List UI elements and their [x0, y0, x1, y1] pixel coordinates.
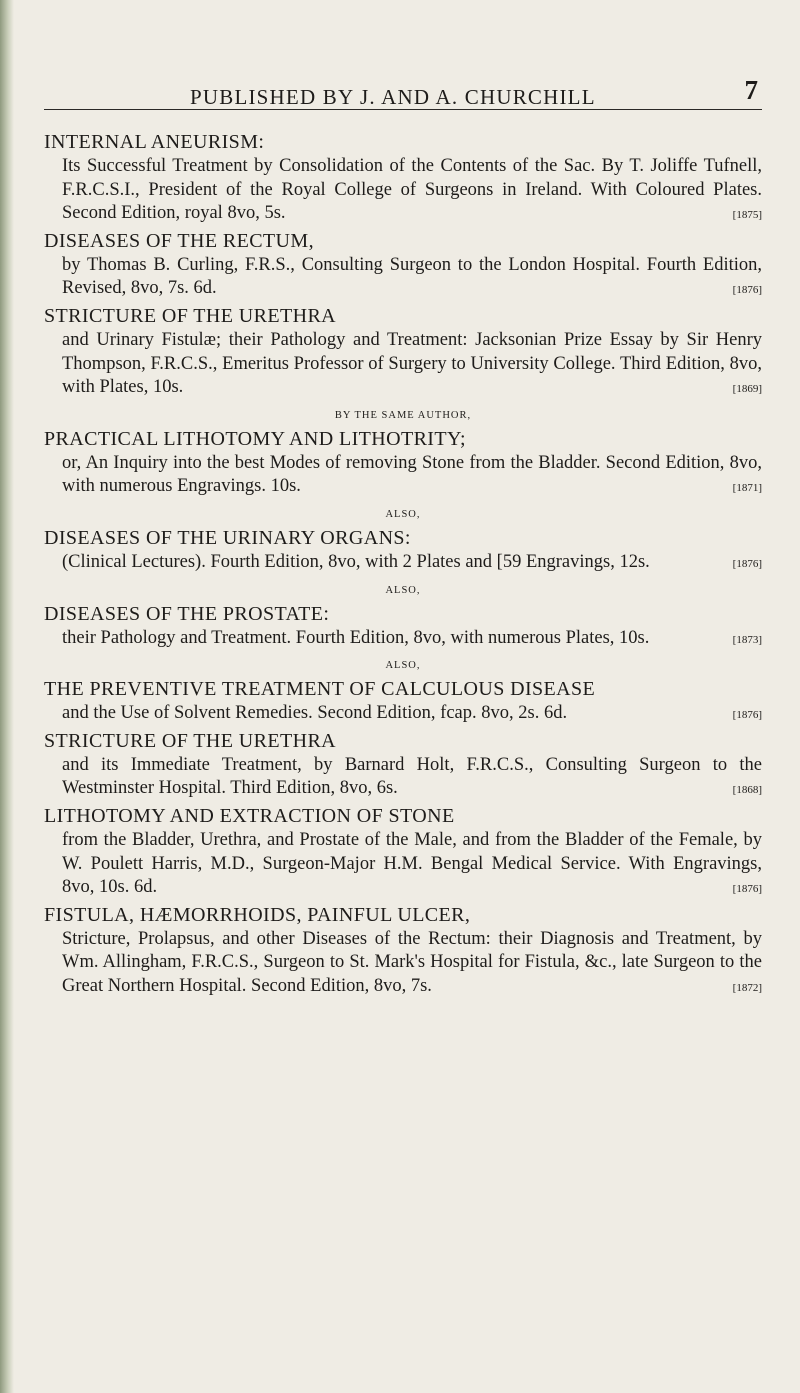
entry-description — [62, 551, 762, 575]
entry-year: [1876] — [732, 284, 762, 297]
entry-description — [62, 627, 762, 651]
entry-year: [1873] — [732, 633, 762, 646]
catalogue-entry — [44, 130, 762, 226]
catalogue-entry — [44, 804, 762, 900]
entry-title: PRACTICAL LITHOTOMY AND LITHOTRITY; — [44, 427, 466, 450]
entry-text: by Thomas B. Curling, F.R.S., Consulting Surgeon to the London Hospital. Fourth Edition, Revised, 8vo, 7s. 6d. — [62, 254, 762, 299]
catalogue-entry — [44, 660, 762, 726]
catalogue-entry — [44, 509, 762, 575]
catalogue-entry — [44, 304, 762, 400]
entry-title: STRICTURE OF THE URETHRA — [44, 304, 337, 327]
entry-text: from the Bladder, Urethra, and Prostate of the Male, and from the Bladder of the Female, by W. Poulett Harris, M.D., Surgeon-Major H.M. Bengal Medical Service. With Engravings, 8vo, 10s. 6d. — [62, 829, 762, 898]
entry-text: Stricture, Prolapsus, and other Diseases of the Rectum: their Diagnosis and Treatment, by Wm. Allingham, F.R.C.S., Surgeon to St. Mark's Hospital for Fistula, &c., late Surgeon to the Great Northern Hospital. Second Edition, 8vo, 7s. — [62, 928, 762, 996]
entry-year: [1875] — [732, 209, 762, 222]
entry-description — [62, 452, 762, 499]
entry-title: STRICTURE OF THE URETHRA — [44, 729, 337, 752]
entry-description — [62, 254, 762, 301]
entry-year: [1876] — [732, 709, 762, 722]
entry-title: THE PREVENTIVE TREATMENT OF CALCULOUS DISEASE — [44, 678, 596, 701]
running-head — [44, 75, 762, 110]
entry-description — [62, 754, 762, 801]
entry-text: or, An Inquiry into the best Modes of removing Stone from the Bladder. Second Edition, 8vo, with numerous Engravings. 10s. — [62, 452, 762, 497]
entry-year: [1876] — [732, 883, 762, 896]
entry-text: their Pathology and Treatment. Fourth Edition, 8vo, with numerous Plates, 10s. — [62, 627, 650, 648]
entry-note: ALSO, — [385, 508, 421, 520]
entry-description — [62, 928, 762, 999]
entry-description — [62, 829, 762, 900]
entry-note: BY THE SAME AUTHOR, — [334, 409, 472, 421]
entry-note: ALSO, — [385, 660, 421, 672]
running-title: PUBLISHED BY J. AND A. CHURCHILL — [190, 85, 596, 109]
entry-year: [1872] — [732, 981, 762, 994]
entry-title: INTERNAL ANEURISM: — [44, 131, 265, 153]
entry-year: [1868] — [732, 784, 762, 797]
entry-description — [62, 702, 762, 726]
catalogue-entry — [44, 729, 762, 801]
entry-title: DISEASES OF THE URINARY ORGANS: — [44, 526, 411, 549]
catalogue-entry — [44, 410, 762, 499]
entry-year: [1869] — [732, 383, 762, 396]
entry-title: LITHOTOMY AND EXTRACTION OF STONE — [44, 804, 455, 827]
catalogue-entry — [44, 585, 762, 651]
entry-text: and its Immediate Treatment, by Barnard Holt, F.R.C.S., Consulting Surgeon to the Westminster Hospital. Third Edition, 8vo, 6s. — [62, 754, 762, 799]
entry-title: DISEASES OF THE PROSTATE: — [44, 602, 330, 625]
entry-note: ALSO, — [385, 584, 421, 596]
catalogue-entry — [44, 229, 762, 301]
page-number: 7 — [744, 75, 758, 105]
entry-description — [62, 329, 762, 400]
entry-text: and the Use of Solvent Remedies. Second Edition, fcap. 8vo, 2s. 6d. — [62, 703, 568, 724]
entry-title: DISEASES OF THE RECTUM, — [44, 229, 314, 252]
entry-text: Its Successful Treatment by Consolidation of the Contents of the Sac. By T. Joliffe Tufnell, F.R.C.S.I., President of the Royal College of Surgeons in Ireland. With Coloured Plates. Second Edition, royal 8vo, 5s. — [62, 156, 762, 224]
entry-title: FISTULA, HÆMORRHOIDS, PAINFUL ULCER, — [44, 903, 471, 926]
entry-description — [62, 155, 762, 226]
entry-text: (Clinical Lectures). Fourth Edition, 8vo, with 2 Plates and [59 Engravings, 12s. — [62, 551, 650, 572]
entry-text: and Urinary Fistulæ; their Pathology and Treatment: Jacksonian Prize Essay by Sir Henry Thompson, F.R.C.S., Emeritus Professor of Surgery to University College. Third Edition, 8vo, with Plates, 10s. — [62, 329, 762, 398]
entry-year: [1876] — [732, 557, 762, 570]
catalogue-entries — [44, 130, 762, 998]
entry-year: [1871] — [732, 482, 762, 495]
catalogue-entry — [44, 903, 762, 999]
page-binding-edge — [0, 0, 14, 1393]
